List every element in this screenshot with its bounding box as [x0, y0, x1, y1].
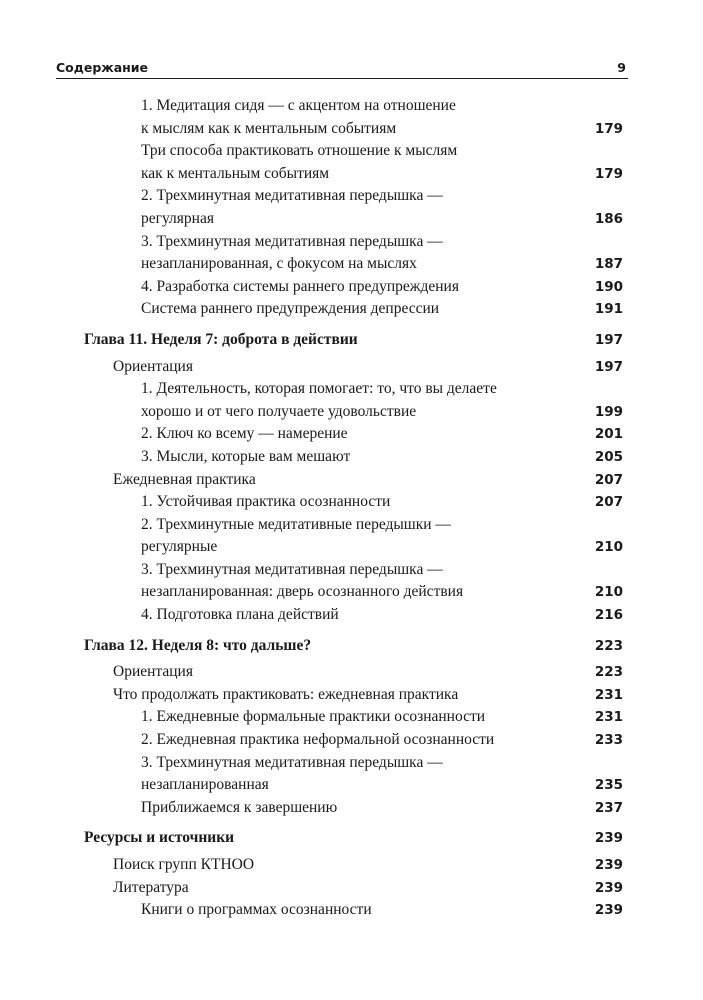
- toc-entry-text-line: Три способа практиковать отношение к мыслям: [141, 142, 458, 160]
- toc-chapter-entry: [0, 635, 703, 658]
- toc-entry-page-number: 207: [594, 494, 623, 511]
- toc-entry: [0, 514, 703, 559]
- table-of-contents: [0, 95, 703, 922]
- toc-entry-page-number: 201: [594, 426, 623, 443]
- toc-entry: [0, 423, 703, 446]
- toc-entry-page-number: 231: [594, 709, 623, 726]
- toc-entry-page-number: 186: [594, 210, 623, 227]
- toc-entry: [0, 797, 703, 820]
- toc-entry-page-number: 179: [594, 165, 623, 182]
- toc-entry-page-number: 207: [594, 471, 623, 488]
- toc-chapter-entry: [0, 329, 703, 352]
- toc-entry: [0, 729, 703, 752]
- toc-entry-page-number: 205: [594, 448, 623, 465]
- toc-entry-page-number: 197: [594, 358, 623, 375]
- toc-entry-page-number: 216: [594, 607, 623, 624]
- toc-entry-text-line: Ориентация: [113, 663, 193, 681]
- toc-entry: [0, 752, 703, 797]
- toc-entry: [0, 661, 703, 684]
- toc-entry-text-line: 2. Ключ ко всему — намерение: [141, 425, 348, 443]
- toc-entry-text-line: 1. Медитация сидя — с акцентом на отношение: [141, 97, 456, 114]
- toc-entry-page-number: 223: [594, 664, 623, 681]
- toc-entry-page-number: 190: [594, 278, 623, 295]
- toc-entry-text-line: 1. Ежедневные формальные практики осознанности: [141, 708, 486, 726]
- toc-entry-page-number: 231: [594, 686, 623, 703]
- toc-entry-text-line: Что продолжать практиковать: ежедневная практика: [113, 685, 459, 703]
- toc-entry-page-number: 223: [594, 637, 623, 654]
- toc-entry: [0, 378, 703, 423]
- toc-entry-text-line: регулярная: [141, 209, 214, 227]
- toc-entry-text-line: незапланированная, с фокусом на мыслях: [141, 255, 417, 273]
- running-header-title: Содержание: [56, 60, 149, 75]
- toc-entry: [0, 854, 703, 877]
- toc-entry: [0, 185, 703, 230]
- toc-entry-text-line: регулярные: [141, 538, 218, 556]
- toc-entry-page-number: 239: [594, 879, 623, 896]
- toc-entry: [0, 604, 703, 627]
- toc-entry-text-line: Приближаемся к завершению: [141, 798, 338, 816]
- toc-entry-text-line: 1. Деятельность, которая помогает: то, что вы делаете: [141, 380, 497, 398]
- toc-entry-page-number: 210: [594, 584, 623, 601]
- toc-entry: [0, 877, 703, 900]
- toc-entry: [0, 899, 703, 922]
- toc-entry: [0, 276, 703, 299]
- toc-entry-page-number: 239: [594, 902, 623, 919]
- page-number: 9: [617, 60, 626, 75]
- toc-entry-text-line: хорошо и от чего получаете удовольствие: [141, 402, 417, 420]
- toc-entry: [0, 469, 703, 492]
- toc-entry: [0, 446, 703, 469]
- toc-entry: [0, 491, 703, 514]
- toc-entry-text-line: к мыслям как к ментальным событиям: [141, 119, 397, 137]
- toc-entry-text-line: 1. Устойчивая практика осознанности: [141, 493, 391, 511]
- toc-entry-text-line: 2. Трехминутные медитативные передышки —: [141, 515, 451, 533]
- toc-entry: [0, 95, 703, 140]
- toc-entry-page-number: 199: [594, 403, 623, 420]
- toc-entry: [0, 298, 703, 321]
- toc-entry-page-number: 187: [594, 256, 623, 273]
- toc-entry-text-line: Поиск групп КТНОО: [113, 856, 255, 873]
- toc-entry-text-line: 3. Трехминутная медитативная передышка —: [141, 753, 443, 771]
- toc-entry-text-line: Ориентация: [113, 357, 193, 375]
- running-header: [56, 58, 628, 79]
- toc-entry-page-number: 235: [594, 777, 623, 794]
- toc-entry-text-line: Ресурсы и источники: [84, 829, 235, 847]
- toc-entry-text-line: 4. Подготовка плана действий: [141, 606, 339, 624]
- toc-entry-text-line: 4. Разработка системы раннего предупреждения: [141, 277, 459, 295]
- toc-entry: [0, 706, 703, 729]
- toc-chapter-entry: [0, 827, 703, 850]
- toc-entry-page-number: 179: [594, 120, 623, 137]
- toc-entry-text-line: 3. Трехминутная медитативная передышка —: [141, 560, 443, 578]
- toc-entry: [0, 140, 703, 185]
- toc-entry: [0, 356, 703, 379]
- toc-entry: [0, 559, 703, 604]
- toc-entry-text-line: Глава 12. Неделя 8: что дальше?: [84, 636, 312, 654]
- toc-entry-text-line: незапланированная: [141, 776, 269, 794]
- toc-entry: [0, 231, 703, 276]
- toc-entry-page-number: 210: [594, 539, 623, 556]
- toc-entry-text-line: 2. Трехминутная медитативная передышка —: [141, 187, 443, 205]
- toc-entry-text-line: Литература: [113, 878, 189, 896]
- toc-entry-text-line: 2. Ежедневная практика неформальной осознанности: [141, 731, 495, 749]
- toc-entry-text-line: незапланированная: дверь осознанного действия: [141, 583, 464, 601]
- toc-entry-text-line: Система раннего предупреждения депрессии: [141, 300, 440, 318]
- toc-entry: [0, 684, 703, 707]
- toc-entry-text-line: Ежедневная практика: [113, 470, 256, 488]
- toc-entry-text-line: 3. Мысли, которые вам мешают: [141, 447, 351, 465]
- toc-entry-page-number: 239: [594, 857, 623, 873]
- toc-entry-page-number: 233: [594, 732, 623, 749]
- toc-entry-text-line: 3. Трехминутная медитативная передышка —: [141, 232, 443, 250]
- toc-entry-page-number: 239: [594, 830, 623, 847]
- toc-entry-page-number: 191: [594, 301, 623, 318]
- toc-entry-text-line: Книги о программах осознанности: [141, 901, 372, 919]
- toc-entry-text-line: Глава 11. Неделя 7: доброта в действии: [84, 330, 358, 348]
- toc-entry-page-number: 237: [594, 799, 623, 816]
- toc-entry-page-number: 197: [594, 331, 623, 348]
- toc-entry-text-line: как к ментальным событиям: [141, 164, 330, 182]
